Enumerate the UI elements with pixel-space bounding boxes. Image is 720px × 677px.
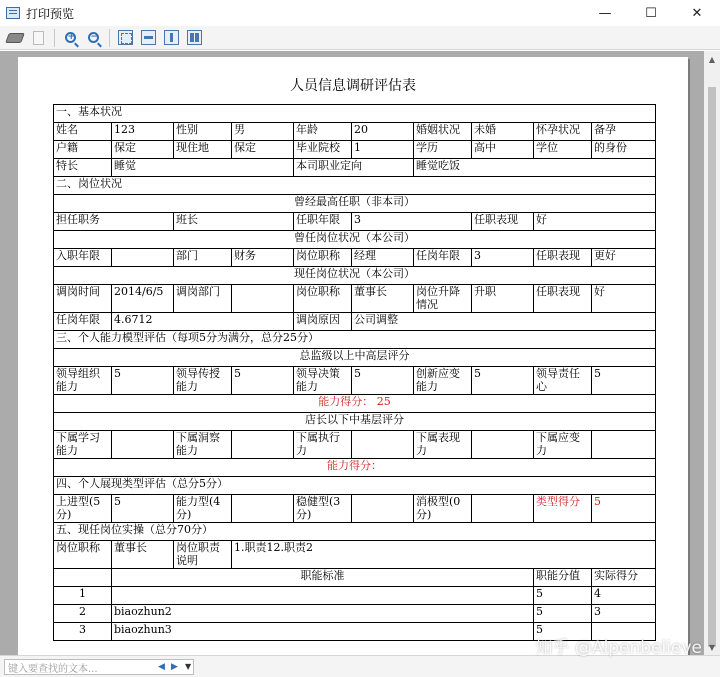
cell <box>112 587 534 605</box>
cell: 本司职业定向 <box>294 159 414 177</box>
cell: 好 <box>534 213 656 231</box>
cell: 领导传授能力 <box>174 367 232 395</box>
cell: 调岗时间 <box>54 285 112 313</box>
cell: 1.职责12.职责2 <box>232 541 656 569</box>
cell: 任职年限 <box>294 213 352 231</box>
section-heading: 五、现任岗位实操（总分70分） <box>54 523 656 541</box>
zoom-out-button[interactable] <box>82 28 104 48</box>
cell: 2 <box>54 605 112 623</box>
table-row <box>54 267 656 285</box>
cell: 下属应变力 <box>534 431 592 459</box>
cell: 下属洞察能力 <box>174 431 232 459</box>
cell: 好 <box>592 285 656 313</box>
table-row <box>54 495 656 523</box>
table-row <box>54 587 656 605</box>
table-row <box>54 331 656 349</box>
cell: 公司调整 <box>352 313 656 331</box>
cell: 岗位升降情况 <box>414 285 472 313</box>
print-button[interactable] <box>4 28 26 48</box>
cell: 备孕 <box>592 123 656 141</box>
cell: 睡觉 <box>112 159 294 177</box>
cell: 保定 <box>232 141 294 159</box>
table-row <box>54 313 656 331</box>
cell <box>112 249 174 267</box>
cell: 下属执行力 <box>294 431 352 459</box>
section-heading: 二、岗位状况 <box>54 177 656 195</box>
section-heading: 三、个人能力模型评估（每项5分为满分，总分25分） <box>54 331 656 349</box>
table-row <box>54 605 656 623</box>
preview-page <box>18 57 688 655</box>
cell <box>232 285 294 313</box>
table-row <box>54 349 656 367</box>
find-text-input[interactable]: 键入要查找的文本... <box>4 659 194 675</box>
zoom-in-icon: + <box>65 32 76 43</box>
find-next-icon[interactable]: ▶ <box>171 662 178 672</box>
watermark: 知乎 @Alpenbelieve <box>535 638 702 658</box>
table-row <box>54 523 656 541</box>
table-row <box>54 541 656 569</box>
table-row <box>54 431 656 459</box>
cell: 高中 <box>472 141 534 159</box>
cell: 调岗部门 <box>174 285 232 313</box>
table-row <box>54 231 656 249</box>
cell: 年龄 <box>294 123 352 141</box>
cell: 调岗原因 <box>294 313 352 331</box>
cell: 未婚 <box>472 123 534 141</box>
document-title: 人员信息调研评估表 <box>290 78 416 94</box>
cell: 任职表现 <box>534 285 592 313</box>
cell: 任职表现 <box>472 213 534 231</box>
table-row <box>54 123 656 141</box>
cell: 姓名 <box>54 123 112 141</box>
find-previous-icon[interactable]: ◀ <box>158 662 165 672</box>
table-row <box>54 413 656 431</box>
cell: 3 <box>592 605 656 623</box>
cell: 消极型(0分) <box>414 495 472 523</box>
cell: 20 <box>352 123 414 141</box>
cell: 3 <box>352 213 472 231</box>
cell <box>472 495 534 523</box>
print-icon <box>5 33 25 43</box>
title-bar <box>0 0 720 26</box>
cell: 5 <box>112 495 174 523</box>
cell: 5 <box>534 623 592 641</box>
cell <box>592 431 656 459</box>
table-row <box>54 159 656 177</box>
toolbar-separator <box>109 29 110 47</box>
cell <box>54 569 112 587</box>
cell: 领导决策能力 <box>294 367 352 395</box>
cell: 2014/6/5 <box>112 285 174 313</box>
cell: 保定 <box>112 141 174 159</box>
app-icon <box>6 7 20 19</box>
cell: 升职 <box>472 285 534 313</box>
cell: 经理 <box>352 249 414 267</box>
cell: 5 <box>352 367 414 395</box>
cell: 班长 <box>174 213 294 231</box>
cell: 职能分值 <box>534 569 592 587</box>
cell: 下属表现力 <box>414 431 472 459</box>
cell: 性别 <box>174 123 232 141</box>
cell: 123 <box>112 123 174 141</box>
find-bar <box>0 655 720 677</box>
table-row <box>54 249 656 267</box>
cell: 5 <box>534 587 592 605</box>
cell: 实际得分 <box>592 569 656 587</box>
cell: 领导组织能力 <box>54 367 112 395</box>
cell: 部门 <box>174 249 232 267</box>
cell: 睡觉吃饭 <box>414 159 656 177</box>
cell: 董事长 <box>352 285 414 313</box>
two-pages-icon <box>187 30 202 45</box>
cell: 董事长 <box>112 541 174 569</box>
sub-heading: 现任岗位状况（本公司） <box>54 267 656 285</box>
table-row <box>54 213 656 231</box>
fit-page-button[interactable] <box>114 28 136 48</box>
close-button[interactable]: ✕ <box>691 5 703 21</box>
evaluation-table <box>53 104 656 641</box>
table-row <box>54 195 656 213</box>
window-title: 打印预览 <box>26 6 75 21</box>
cell: 任岗年限 <box>54 313 112 331</box>
cell: 户籍 <box>54 141 112 159</box>
cell: 领导责任心 <box>534 367 592 395</box>
table-row <box>54 395 656 413</box>
cell: 的身份 <box>592 141 656 159</box>
cell: 岗位职责说明 <box>174 541 232 569</box>
cell <box>352 495 414 523</box>
table-row <box>54 141 656 159</box>
type-score-value: 5 <box>592 495 656 523</box>
zoom-in-button[interactable] <box>59 28 81 48</box>
two-pages-button[interactable] <box>183 28 205 48</box>
fit-width-icon <box>141 30 156 45</box>
table-row <box>54 177 656 195</box>
single-page-icon <box>164 30 179 45</box>
cell: 任岗年限 <box>414 249 472 267</box>
find-options-dropdown-icon[interactable]: ▼ <box>185 662 192 671</box>
cell: biaozhun3 <box>112 623 534 641</box>
window-controls <box>582 0 720 26</box>
cell: biaozhun2 <box>112 605 534 623</box>
cell: 入职年限 <box>54 249 112 267</box>
cell <box>352 431 414 459</box>
cell: 上进型(5分) <box>54 495 112 523</box>
cell: 学位 <box>534 141 592 159</box>
cell: 5 <box>592 367 656 395</box>
table-row <box>54 477 656 495</box>
cell <box>232 431 294 459</box>
page-setup-button[interactable] <box>27 28 49 48</box>
cell: 学历 <box>414 141 472 159</box>
cell: 3 <box>472 249 534 267</box>
cell: 怀孕状况 <box>534 123 592 141</box>
fit-width-button[interactable] <box>137 28 159 48</box>
cell: 现住地 <box>174 141 232 159</box>
vertical-scrollbar[interactable] <box>704 51 720 655</box>
cell: 特长 <box>54 159 112 177</box>
cell: 5 <box>472 367 534 395</box>
cell: 担任职务 <box>54 213 174 231</box>
type-score-label: 类型得分 <box>534 495 592 523</box>
sub-heading: 曾任岗位状况（本公司） <box>54 231 656 249</box>
ability-score: 能力得分： 25 <box>54 395 656 413</box>
cell: 下属学习能力 <box>54 431 112 459</box>
cell: 4 <box>592 587 656 605</box>
cell: 能力型(4分) <box>174 495 232 523</box>
cell <box>472 431 534 459</box>
cell: 1 <box>54 587 112 605</box>
cell: 岗位职称 <box>294 249 352 267</box>
scroll-up-arrow-icon[interactable]: ▲ <box>708 54 716 64</box>
cell: 5 <box>112 367 174 395</box>
scroll-down-arrow-icon[interactable]: ▼ <box>708 642 716 652</box>
table-row <box>54 105 656 123</box>
toolbar <box>0 26 720 50</box>
cell: 任职表现 <box>534 249 592 267</box>
table-row <box>54 459 656 477</box>
minimize-button[interactable]: — <box>598 5 612 21</box>
preview-viewport[interactable] <box>0 51 704 655</box>
fit-page-icon <box>118 30 133 45</box>
cell: 男 <box>232 123 294 141</box>
scrollbar-thumb[interactable] <box>708 87 716 647</box>
cell: 毕业院校 <box>294 141 352 159</box>
section-heading: 一、基本状况 <box>54 105 656 123</box>
cell: 5 <box>232 367 294 395</box>
sub-heading: 总监级以上中高层评分 <box>54 349 656 367</box>
sub-heading: 曾经最高任职（非本司） <box>54 195 656 213</box>
sub-heading: 店长以下中基层评分 <box>54 413 656 431</box>
cell: 更好 <box>592 249 656 267</box>
cell: 财务 <box>232 249 294 267</box>
ability-score: 能力得分： <box>54 459 656 477</box>
toolbar-separator <box>54 29 55 47</box>
cell: 婚姻状况 <box>414 123 472 141</box>
cell: 1 <box>352 141 414 159</box>
cell: 5 <box>534 605 592 623</box>
cell: 岗位职称 <box>54 541 112 569</box>
cell: 4.6712 <box>112 313 294 331</box>
single-page-button[interactable] <box>160 28 182 48</box>
page-setup-icon <box>33 31 44 45</box>
cell: 岗位职称 <box>294 285 352 313</box>
table-row <box>54 285 656 313</box>
maximize-button[interactable]: ☐ <box>645 5 657 21</box>
cell <box>232 495 294 523</box>
section-heading: 四、个人展现类型评估（总分5分） <box>54 477 656 495</box>
zoom-out-icon: − <box>88 32 99 43</box>
table-row <box>54 569 656 587</box>
cell: 职能标准 <box>112 569 534 587</box>
cell: 创新应变能力 <box>414 367 472 395</box>
cell <box>112 431 174 459</box>
cell: 3 <box>54 623 112 641</box>
cell: 稳健型(3分) <box>294 495 352 523</box>
table-row <box>54 367 656 395</box>
